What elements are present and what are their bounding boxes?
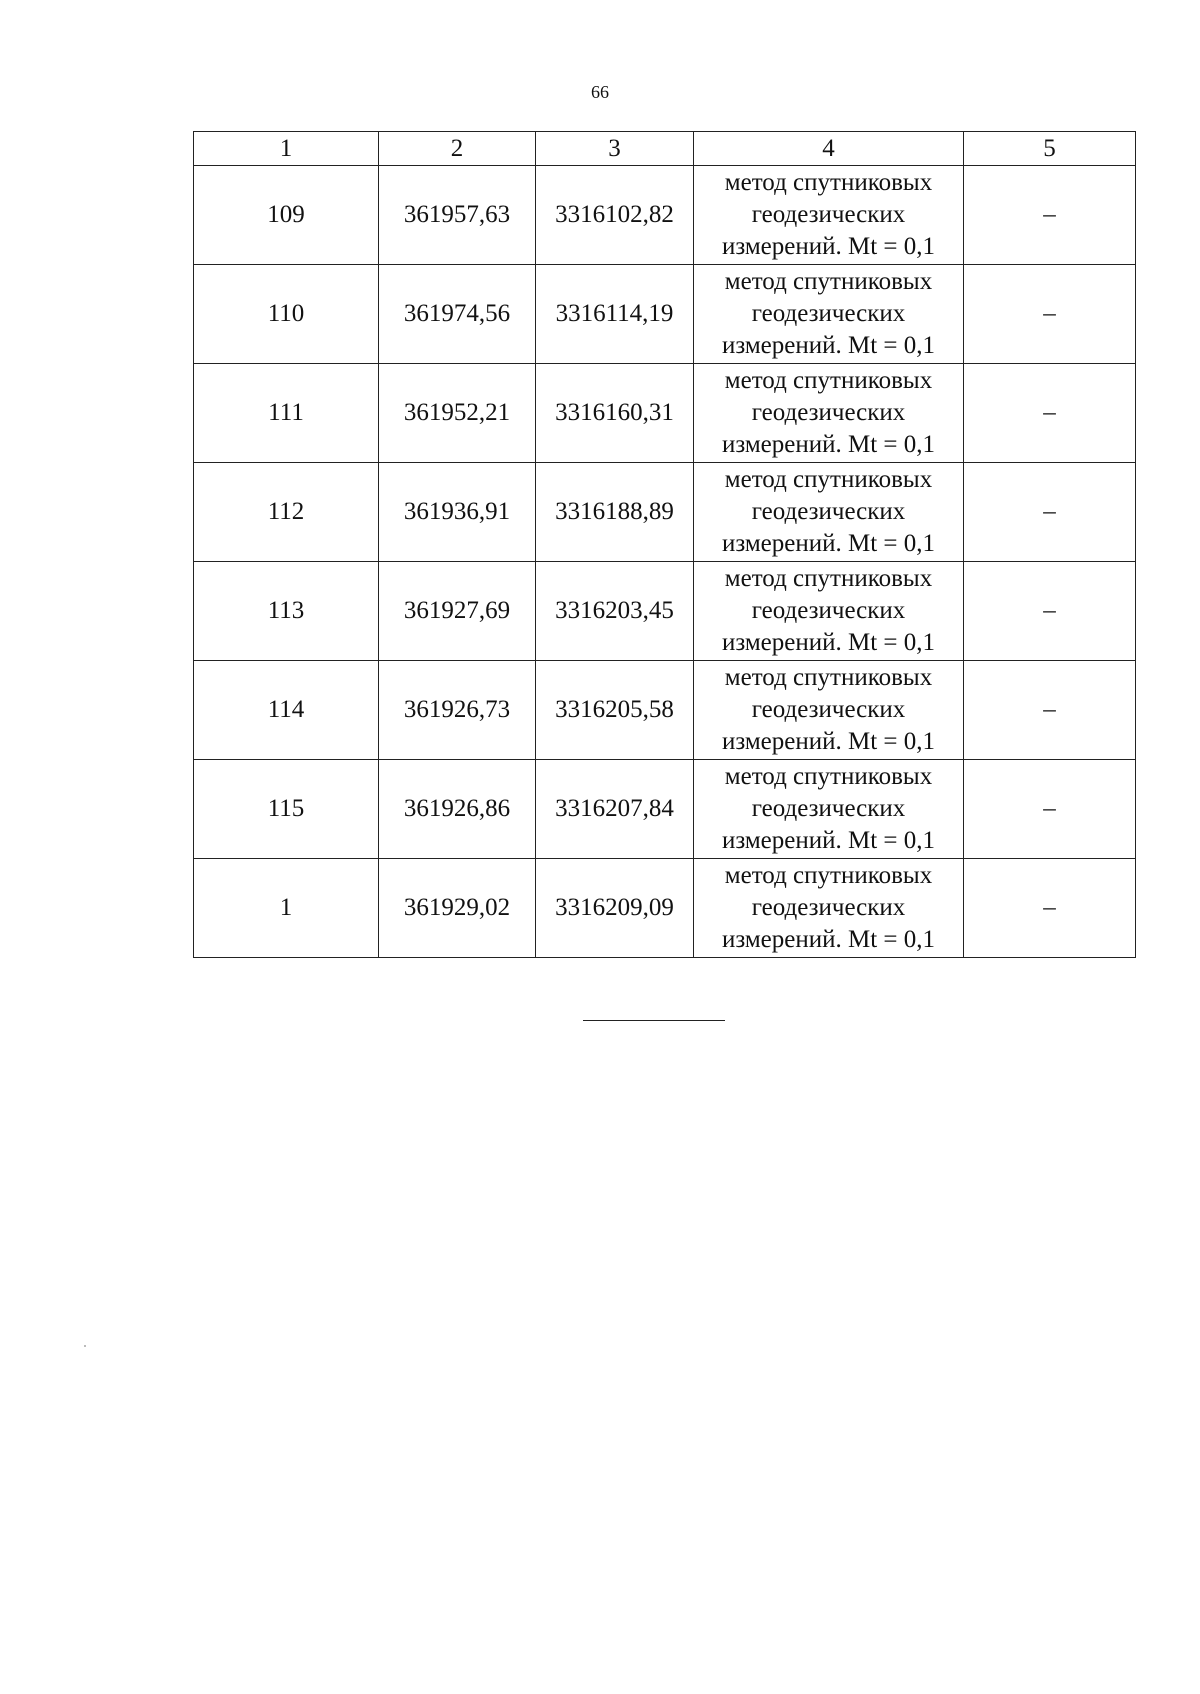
description-cell: – xyxy=(964,166,1136,265)
table-row xyxy=(194,166,1136,265)
method-line: геодезических xyxy=(751,795,906,822)
method-line: геодезических xyxy=(751,201,906,228)
point-number-cell: 111 xyxy=(194,364,379,463)
point-number-cell: 110 xyxy=(194,265,379,364)
y-coordinate-cell: 3316114,19 xyxy=(536,265,694,364)
method-line: измерений. Mt = 0,1 xyxy=(721,530,936,557)
table-row xyxy=(194,364,1136,463)
y-coordinate-cell: 3316188,89 xyxy=(536,463,694,562)
description-cell: – xyxy=(964,265,1136,364)
method-line: метод спутниковых xyxy=(724,169,933,196)
method-line: измерений. Mt = 0,1 xyxy=(721,629,936,656)
description-cell: – xyxy=(964,661,1136,760)
y-coordinate-cell: 3316205,58 xyxy=(536,661,694,760)
method-cell xyxy=(694,463,964,562)
method-cell xyxy=(694,166,964,265)
method-line: измерений. Mt = 0,1 xyxy=(721,233,936,260)
table-row xyxy=(194,661,1136,760)
x-coordinate-cell: 361926,73 xyxy=(379,661,536,760)
y-coordinate-cell: 3316209,09 xyxy=(536,859,694,958)
method-line: метод спутниковых xyxy=(724,367,933,394)
column-header-3: 3 xyxy=(536,132,694,166)
point-number-cell: 115 xyxy=(194,760,379,859)
method-line: геодезических xyxy=(751,498,906,525)
method-line: геодезических xyxy=(751,300,906,327)
column-header-2: 2 xyxy=(379,132,536,166)
table-row xyxy=(194,463,1136,562)
table-row xyxy=(194,562,1136,661)
method-line: измерений. Mt = 0,1 xyxy=(721,926,936,953)
point-number-cell: 109 xyxy=(194,166,379,265)
method-cell xyxy=(694,562,964,661)
method-cell xyxy=(694,265,964,364)
scan-artifact xyxy=(84,1345,86,1347)
point-number-cell: 112 xyxy=(194,463,379,562)
method-cell xyxy=(694,364,964,463)
method-cell xyxy=(694,859,964,958)
description-cell: – xyxy=(964,463,1136,562)
table-body xyxy=(194,166,1136,958)
x-coordinate-cell: 361974,56 xyxy=(379,265,536,364)
x-coordinate-cell: 361952,21 xyxy=(379,364,536,463)
description-cell: – xyxy=(964,859,1136,958)
x-coordinate-cell: 361927,69 xyxy=(379,562,536,661)
method-line: метод спутниковых xyxy=(724,763,933,790)
method-line: геодезических xyxy=(751,597,906,624)
method-line: измерений. Mt = 0,1 xyxy=(721,827,936,854)
table-row xyxy=(194,859,1136,958)
point-number-cell: 1 xyxy=(194,859,379,958)
column-header-1: 1 xyxy=(194,132,379,166)
method-cell xyxy=(694,760,964,859)
method-cell xyxy=(694,661,964,760)
x-coordinate-cell: 361936,91 xyxy=(379,463,536,562)
method-line: геодезических xyxy=(751,399,906,426)
method-line: метод спутниковых xyxy=(724,466,933,493)
method-line: геодезических xyxy=(751,696,906,723)
method-line: метод спутниковых xyxy=(724,664,933,691)
page-number: 66 xyxy=(591,82,609,102)
y-coordinate-cell: 3316207,84 xyxy=(536,760,694,859)
method-line: измерений. Mt = 0,1 xyxy=(721,332,936,359)
y-coordinate-cell: 3316102,82 xyxy=(536,166,694,265)
description-cell: – xyxy=(964,364,1136,463)
column-header-4: 4 xyxy=(694,132,964,166)
method-line: измерений. Mt = 0,1 xyxy=(721,431,936,458)
y-coordinate-cell: 3316160,31 xyxy=(536,364,694,463)
method-line: метод спутниковых xyxy=(724,268,933,295)
description-cell: – xyxy=(964,562,1136,661)
description-cell: – xyxy=(964,760,1136,859)
y-coordinate-cell: 3316203,45 xyxy=(536,562,694,661)
end-of-document-rule xyxy=(583,1020,725,1021)
table-row xyxy=(194,760,1136,859)
method-line: метод спутниковых xyxy=(724,565,933,592)
table-row xyxy=(194,265,1136,364)
coordinates-table xyxy=(193,131,1136,958)
point-number-cell: 113 xyxy=(194,562,379,661)
method-line: метод спутниковых xyxy=(724,862,933,889)
x-coordinate-cell: 361957,63 xyxy=(379,166,536,265)
method-line: измерений. Mt = 0,1 xyxy=(721,728,936,755)
x-coordinate-cell: 361929,02 xyxy=(379,859,536,958)
column-header-5: 5 xyxy=(964,132,1136,166)
x-coordinate-cell: 361926,86 xyxy=(379,760,536,859)
method-line: геодезических xyxy=(751,894,906,921)
table-header-row xyxy=(194,132,1136,166)
point-number-cell: 114 xyxy=(194,661,379,760)
